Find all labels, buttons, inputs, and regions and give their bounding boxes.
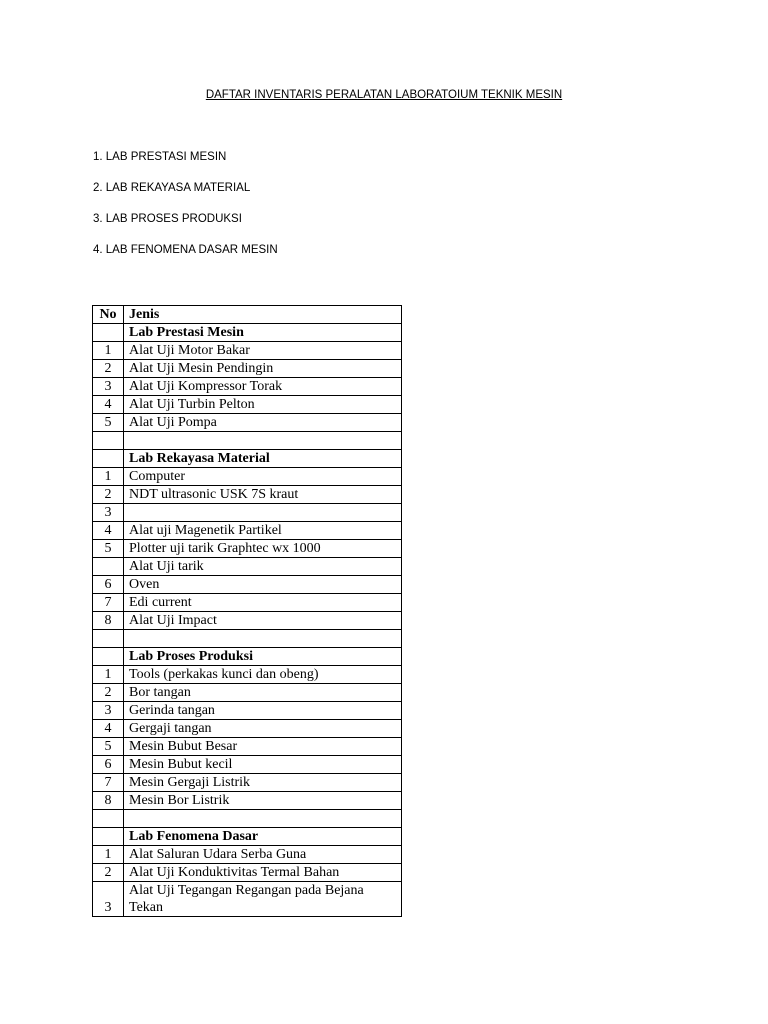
- section-title: Lab Prestasi Mesin: [124, 324, 402, 342]
- item-name: [124, 432, 402, 450]
- table-row: [93, 756, 402, 774]
- table-row: [93, 792, 402, 810]
- document-title: DAFTAR INVENTARIS PERALATAN LABORATOIUM TEKNIK MESIN: [205, 89, 563, 101]
- item-name: Gergaji tangan: [124, 720, 402, 738]
- blank-row: [93, 630, 402, 648]
- item-name: NDT ultrasonic USK 7S kraut: [124, 486, 402, 504]
- row-number: 4: [93, 720, 124, 738]
- table-row: [93, 666, 402, 684]
- item-name: Alat Uji Pompa: [124, 414, 402, 432]
- table-row: [93, 720, 402, 738]
- table-row: [93, 864, 402, 882]
- section-row: [93, 324, 402, 342]
- item-name: Mesin Bubut kecil: [124, 756, 402, 774]
- item-name: Alat Uji Kompressor Torak: [124, 378, 402, 396]
- row-number: 5: [93, 540, 124, 558]
- header-no: No: [93, 306, 124, 324]
- item-name: Alat Saluran Udara Serba Guna: [124, 846, 402, 864]
- table-row: [93, 486, 402, 504]
- item-name: Tools (perkakas kunci dan obeng): [124, 666, 402, 684]
- section-row: [93, 648, 402, 666]
- blank-row: [93, 810, 402, 828]
- row-number: 2: [93, 360, 124, 378]
- row-number: 1: [93, 342, 124, 360]
- row-number: [93, 828, 124, 846]
- table-row: [93, 342, 402, 360]
- inventory-table: [92, 305, 402, 917]
- row-number: 5: [93, 738, 124, 756]
- table-row: [93, 846, 402, 864]
- item-name: Alat Uji Konduktivitas Termal Bahan: [124, 864, 402, 882]
- item-name: Mesin Gergaji Listrik: [124, 774, 402, 792]
- table-row: [93, 738, 402, 756]
- section-title: Lab Fenomena Dasar: [124, 828, 402, 846]
- row-number: 3: [93, 702, 124, 720]
- item-name: Alat Uji Motor Bakar: [124, 342, 402, 360]
- row-number: [93, 810, 124, 828]
- table-row: [93, 396, 402, 414]
- table-row: [93, 522, 402, 540]
- row-number: 2: [93, 486, 124, 504]
- lab-list-item: 1. LAB PRESTASI MESIN: [93, 151, 227, 163]
- item-name: Alat Uji Turbin Pelton: [124, 396, 402, 414]
- table-row: [93, 360, 402, 378]
- table-row: [93, 612, 402, 630]
- row-number: [93, 558, 124, 576]
- table-row: [93, 378, 402, 396]
- item-name: Bor tangan: [124, 684, 402, 702]
- lab-list: [93, 150, 278, 274]
- row-number: 3: [93, 378, 124, 396]
- row-number: 1: [93, 846, 124, 864]
- row-number: 1: [93, 666, 124, 684]
- item-name: Alat Uji tarik: [124, 558, 402, 576]
- inventory-table-body: [93, 306, 402, 917]
- row-number: 2: [93, 864, 124, 882]
- row-number: 2: [93, 684, 124, 702]
- table-row: [93, 594, 402, 612]
- row-number: 4: [93, 396, 124, 414]
- item-name: Plotter uji tarik Graphtec wx 1000: [124, 540, 402, 558]
- section-row: [93, 450, 402, 468]
- table-row: [93, 882, 402, 917]
- row-number: [93, 450, 124, 468]
- row-number: 5: [93, 414, 124, 432]
- table-row: [93, 468, 402, 486]
- row-number: 7: [93, 774, 124, 792]
- item-name: Alat Uji Mesin Pendingin: [124, 360, 402, 378]
- item-name: Mesin Bubut Besar: [124, 738, 402, 756]
- row-number: [93, 648, 124, 666]
- item-name: Oven: [124, 576, 402, 594]
- item-name: [124, 504, 402, 522]
- item-name: [124, 810, 402, 828]
- header-jenis: Jenis: [124, 306, 402, 324]
- blank-row: [93, 432, 402, 450]
- item-name: Alat Uji Tegangan Regangan pada Bejana Tekan: [124, 882, 402, 917]
- table-row: [93, 414, 402, 432]
- row-number: [93, 432, 124, 450]
- item-name: Edi current: [124, 594, 402, 612]
- item-name: Gerinda tangan: [124, 702, 402, 720]
- row-number: 4: [93, 522, 124, 540]
- item-name: Computer: [124, 468, 402, 486]
- table-row: [93, 540, 402, 558]
- row-number: 6: [93, 576, 124, 594]
- table-row: [93, 702, 402, 720]
- section-row: [93, 828, 402, 846]
- item-name: Alat uji Magenetik Partikel: [124, 522, 402, 540]
- table-row: [93, 576, 402, 594]
- row-number: 3: [93, 882, 124, 917]
- table-row: [93, 774, 402, 792]
- table-row: [93, 558, 402, 576]
- row-number: 7: [93, 594, 124, 612]
- row-number: 8: [93, 792, 124, 810]
- row-number: [93, 324, 124, 342]
- item-name: Alat Uji Impact: [124, 612, 402, 630]
- table-row: [93, 684, 402, 702]
- row-number: 6: [93, 756, 124, 774]
- lab-list-item: 4. LAB FENOMENA DASAR MESIN: [93, 244, 278, 256]
- lab-list-item: 2. LAB REKAYASA MATERIAL: [93, 182, 251, 194]
- table-row: [93, 504, 402, 522]
- section-title: Lab Rekayasa Material: [124, 450, 402, 468]
- row-number: 8: [93, 612, 124, 630]
- item-name: [124, 630, 402, 648]
- lab-list-item: 3. LAB PROSES PRODUKSI: [93, 213, 242, 225]
- row-number: 3: [93, 504, 124, 522]
- row-number: 1: [93, 468, 124, 486]
- row-number: [93, 630, 124, 648]
- section-title: Lab Proses Produksi: [124, 648, 402, 666]
- item-name: Mesin Bor Listrik: [124, 792, 402, 810]
- table-header-row: [93, 306, 402, 324]
